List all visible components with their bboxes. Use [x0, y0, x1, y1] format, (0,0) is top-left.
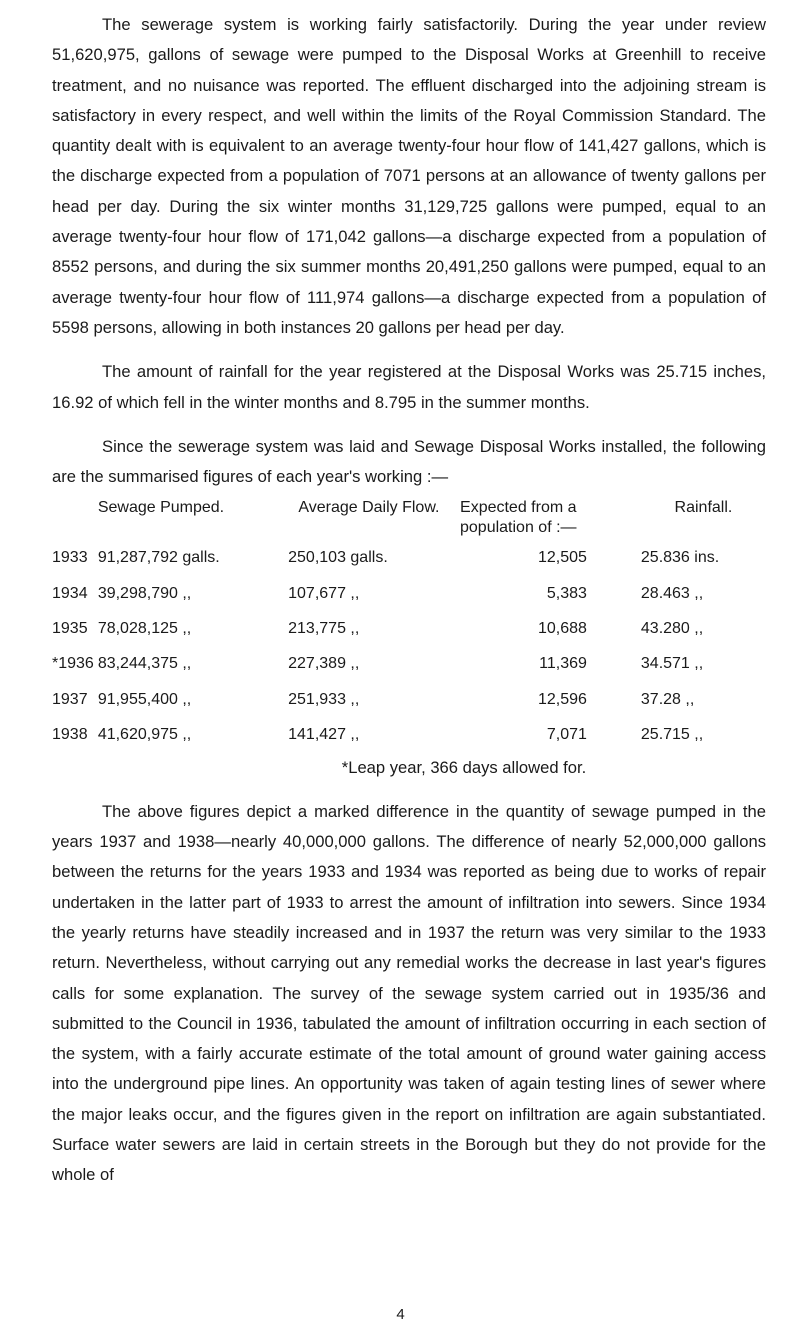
row-pumped: 91,287,792 galls.	[97, 549, 220, 567]
summary-table	[52, 496, 766, 752]
row-year: 1938	[52, 726, 88, 744]
row-population: 10,688	[537, 619, 587, 637]
row-rainfall: 25.836 ins.	[640, 549, 720, 567]
row-year: 1935	[52, 619, 88, 637]
row-population: 12,596	[537, 690, 587, 708]
row-flow: 107,677 ,,	[288, 584, 360, 602]
header-sewage-pumped: Sewage Pumped.	[97, 499, 225, 517]
row-year: *1936	[52, 655, 94, 673]
paragraph-summary-intro: Since the sewerage system was laid and Sewage Disposal Works installed, the following are the summarised figures of each year's working :—	[52, 436, 766, 487]
row-population: 5,383	[546, 584, 587, 602]
table-row	[52, 540, 766, 575]
row-population: 7,071	[546, 726, 587, 744]
paragraph-rainfall: The amount of rainfall for the year registered at the Disposal Works was 25.715 inches, 16.92 of which fell in the winter months and 8.795 in the summer months.	[52, 362, 766, 412]
row-flow: 251,933 ,,	[288, 690, 360, 708]
paragraph-analysis: The above figures depict a marked difference in the quantity of sewage pumped in the years 1937 and 1938—nearly 40,000,000 gallons. The difference of nearly 52,000,000 gallons between the returns for the years 1933 and 1934 was reported as being due to works of repair undertaken in the latter part of 1933 to arrest the amount of infiltration into sewers. Since 1934 the yearly returns have steadily increased and in 1937 the return was very similar to the 1933 return. Nevertheless, without carrying out any remedial works the decrease in last year's figures calls for some explanation. The survey of the sewage system carried out in 1935/36 and submitted to the Council in 1936, tabulated the amount of infiltration occurring in each section of the system, with a fairly accurate estimate of the total amount of ground water gaining access into the underground pipe lines. An opportunity was taken of again testing lines of sewer where the major leaks occur, and the figures given in the report on infiltration are again substantiated. Surface water sewers are laid in certain streets in the Borough but they do not provide for the whole of	[52, 801, 766, 1185]
row-pumped: 78,028,125 ,,	[97, 619, 192, 637]
row-rainfall: 25.715 ,,	[640, 726, 704, 744]
row-pumped: 39,298,790 ,,	[97, 584, 192, 602]
page-number: 4	[396, 1306, 405, 1323]
row-flow: 141,427 ,,	[288, 726, 360, 744]
row-flow: 250,103 galls.	[288, 549, 388, 567]
header-rainfall: Rainfall.	[674, 499, 733, 517]
row-population: 11,369	[539, 655, 587, 673]
row-rainfall: 28.463 ,,	[640, 584, 704, 602]
row-population: 12,505	[537, 549, 587, 567]
paragraph-sewerage-system: The sewerage system is working fairly satisfactorily. During the year under review 51,620,975, gallons of sewage were pumped to the Disposal Works at Greenhill to receive treatment, and no nuisance was reported. The effluent discharged into the adjoining stream is satisfactory in every respect, and well within the limits of the Royal Commission Standard. The quantity dealt with is equivalent to an average twenty-four hour flow of 141,427 gallons, which is the discharge expected from a population of 7071 persons at an allowance of twenty gallons per head per day. During the six winter months 31,129,725 gallons were pumped, equal to an average twenty-four hour flow of 171,042 gallons—a discharge expected from a population of 8552 persons, and during the six summer months 20,491,250 gallons were pumped, equal to an average twenty-four hour flow of 111,974 gallons—a discharge expected from a population of 5598 persons, allowing in both instances 20 gallons per head per day.	[52, 15, 766, 337]
row-rainfall: 37.28 ,,	[640, 690, 695, 708]
header-average-daily-flow: Average Daily Flow.	[298, 499, 440, 517]
table-header-row	[52, 496, 766, 540]
row-year: 1934	[52, 584, 88, 602]
table-row	[52, 717, 766, 752]
row-pumped: 91,955,400 ,,	[97, 690, 192, 708]
row-flow: 213,775 ,,	[288, 619, 360, 637]
row-rainfall: 43.280 ,,	[640, 619, 704, 637]
row-pumped: 41,620,975 ,,	[97, 726, 192, 744]
table-footnote: *Leap year, 366 days allowed for.	[341, 757, 587, 777]
table-row	[52, 576, 766, 611]
row-year: 1937	[52, 690, 88, 708]
document-page	[52, 10, 766, 1191]
header-expected-population: Expected from a population of :—	[460, 499, 577, 537]
row-rainfall: 34.571 ,,	[640, 655, 704, 673]
table-row	[52, 682, 766, 717]
row-pumped: 83,244,375 ,,	[97, 655, 192, 673]
table-row	[52, 647, 766, 682]
row-flow: 227,389 ,,	[288, 655, 360, 673]
header-year	[52, 496, 98, 540]
row-year: 1933	[52, 549, 88, 567]
table-row	[52, 611, 766, 646]
